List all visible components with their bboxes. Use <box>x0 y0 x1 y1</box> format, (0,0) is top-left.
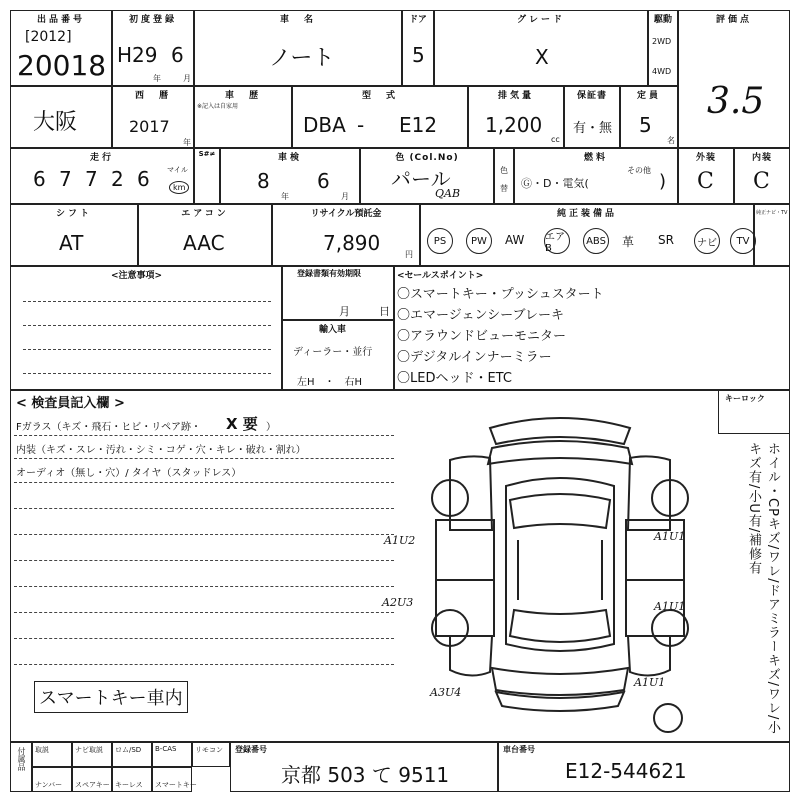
type-label: 型 式 <box>361 91 398 101</box>
first-reg-era: H29 <box>117 43 158 67</box>
location-value: 大阪 <box>33 110 78 135</box>
vertical-note: ホイル・CPキズ/ワレ/ドアミラーキズ/ワレ/小キズ有/小U有/補修有 <box>746 442 780 735</box>
plate-label: 登録番号 <box>235 745 267 754</box>
docs-month: 月 <box>339 305 350 318</box>
color-swap-label-2: 替 <box>500 184 508 193</box>
exterior-label: 外装 <box>695 153 716 163</box>
footer-equip-top-label-5: リモコン <box>195 746 223 754</box>
model-year-cell <box>112 86 194 148</box>
ac-value: AAC <box>183 231 225 255</box>
grade-label: グレード <box>516 15 565 25</box>
recycle-cell <box>272 204 420 266</box>
type-cell <box>292 86 468 148</box>
chassis-label: 車台番号 <box>503 745 535 754</box>
grade-cell <box>434 10 648 86</box>
warranty-label: 保証書 <box>576 91 607 101</box>
inspector-line-9 <box>14 638 394 639</box>
chassis-value: E12-544621 <box>565 759 687 783</box>
footer-equip-top-label-1: 取説 <box>35 746 49 754</box>
sales-point-3: 〇アラウンドビューモニター <box>397 329 567 344</box>
shaken-month: 6 <box>317 169 330 193</box>
equipment-item-8: ナビ <box>694 228 720 254</box>
model-value: ノート <box>269 46 335 71</box>
windshield-mark: X 要 <box>226 415 258 433</box>
color-cell <box>360 148 494 204</box>
shaken-month-unit: 月 <box>341 192 349 201</box>
docs-day: 日 <box>379 305 390 318</box>
mileage-cell <box>10 148 194 204</box>
equipment-item-9: TV <box>730 228 756 254</box>
plate-cell <box>230 742 498 792</box>
footer-equip-top-4 <box>152 742 192 767</box>
doors-cell <box>402 10 434 86</box>
equipment-item-1: PS <box>427 228 453 254</box>
shaken-cell <box>220 148 360 204</box>
inspector-line-7 <box>14 586 394 587</box>
drive-label: 駆動 <box>653 15 672 25</box>
keylock-label: キーロック <box>725 394 765 403</box>
sales-label: <セールスポイント> <box>397 271 484 281</box>
drive-cell <box>648 10 678 86</box>
sales-point-1: 〇スマートキー・プッシュスタート <box>397 287 604 302</box>
car-rear-window <box>510 610 610 642</box>
import-label: 輸入車 <box>319 325 347 335</box>
lot-label: 出品番号 <box>36 15 85 25</box>
plate-value: 京都 503 て 9511 <box>281 763 450 787</box>
sales-cell <box>394 266 790 390</box>
shaken-year-unit: 年 <box>281 192 289 201</box>
equipment-item-7: SR <box>658 233 674 247</box>
fuel-options: Ⓖ・D・電気( <box>521 177 589 190</box>
inspector-title: < 検査員記入欄 > <box>16 396 125 411</box>
interior-line: 内装（キズ・スレ・汚れ・シミ・コゲ・穴・キレ・破れ・割れ） <box>16 445 306 456</box>
first-reg-month-unit: 月 <box>183 74 191 83</box>
damage-mark-2: A1U1 <box>654 530 686 543</box>
history-cell <box>194 86 292 148</box>
windshield-line: Fガラス（キズ・飛石・ヒビ・リペア跡・ <box>16 422 202 433</box>
lot-year: [2012] <box>25 29 72 45</box>
windshield-close: ） <box>266 422 276 433</box>
keylock-cell <box>718 390 790 434</box>
car-body-left-rear <box>450 636 492 676</box>
type-prefix: DBA <box>303 113 346 137</box>
extra-label: 純正ナビ・TV <box>756 210 788 216</box>
color-label: 色 (Col.No) <box>395 153 459 163</box>
damage-mark-3: A2U3 <box>382 596 414 609</box>
location-cell <box>10 86 112 148</box>
mileage-unit-mile: マイル <box>167 166 188 174</box>
mileage-unit-km: km <box>169 181 189 194</box>
mileage-digit-1: 6 <box>33 167 46 191</box>
footer-equip-bottom-4 <box>152 767 197 792</box>
inspector-line-3 <box>14 482 394 483</box>
warranty-cell <box>564 86 620 148</box>
mileage-digit-5: 6 <box>137 167 150 191</box>
car-body-right <box>628 456 670 530</box>
import-cell <box>282 320 394 390</box>
notes-line-1 <box>23 301 271 302</box>
footer-equip-bottom-3 <box>112 767 152 792</box>
docs-label: 登録書類有効期限 <box>297 269 361 278</box>
s-cell <box>194 148 220 204</box>
mileage-label: 走行 <box>89 153 114 163</box>
notes-line-4 <box>23 373 271 374</box>
footer-equip-bottom-label-4: スマートキー <box>155 781 197 789</box>
damage-mark-6: A1U1 <box>634 676 666 689</box>
fuel-label: 燃料 <box>583 153 608 163</box>
warranty-value: 有・無 <box>573 121 613 136</box>
color-code: QAB <box>435 187 461 200</box>
history-label: 車 歴 <box>224 91 261 101</box>
ac-label: エアコン <box>181 209 229 219</box>
capacity-cell <box>620 86 678 148</box>
model-cell <box>194 10 402 86</box>
car-trunk <box>492 668 628 695</box>
equipment-item-6: 革 <box>622 235 635 249</box>
exterior-value: C <box>697 169 714 194</box>
recycle-value: 7,890 <box>323 231 381 255</box>
displacement-value: 1,200 <box>485 113 543 137</box>
inspector-line-2 <box>14 458 394 459</box>
footer-equip-top-3 <box>112 742 152 767</box>
fuel-cell <box>514 148 678 204</box>
type-dash: - <box>357 113 365 137</box>
footer-equip-bottom-label-1: ナンバー <box>35 781 63 789</box>
capacity-label: 定員 <box>636 91 661 101</box>
capacity-unit: 名 <box>667 136 675 145</box>
score-label: 評価点 <box>715 15 752 25</box>
inspector-line-5 <box>14 534 394 535</box>
equipment-item-2: PW <box>466 228 492 254</box>
chassis-cell <box>498 742 790 792</box>
footer-equip-bottom-2 <box>72 767 112 792</box>
grade-value: X <box>535 45 549 69</box>
color-swap-label-1: 色 <box>500 166 508 175</box>
mileage-digit-2: 7 <box>59 167 72 191</box>
footer-side-label: 付属品 <box>17 747 26 771</box>
first-reg-cell <box>112 10 194 86</box>
notes-cell <box>10 266 282 390</box>
recycle-label: リサイクル預託金 <box>310 209 382 219</box>
extra-cell <box>754 204 790 266</box>
notes-line-2 <box>23 325 271 326</box>
footer-equip-top-label-4: B-CAS <box>155 745 177 753</box>
fuel-other: その他 <box>627 166 651 175</box>
color-swap-cell <box>494 148 514 204</box>
model-label: 車 名 <box>279 15 316 25</box>
interior-cell <box>734 148 790 204</box>
car-roof <box>506 478 614 651</box>
footer-equip-top-label-2: ナビ取説 <box>75 746 103 754</box>
shaken-year: 8 <box>257 169 270 193</box>
displacement-unit: cc <box>551 135 560 144</box>
equipment-item-4: エアB <box>544 228 570 254</box>
inspector-line-1 <box>14 435 394 436</box>
notes-label: <注意事項> <box>111 271 163 281</box>
equipment-label: 純正装備品 <box>556 209 617 219</box>
mileage-digit-3: 7 <box>85 167 98 191</box>
footer-equip-bottom-label-3: キーレス <box>115 781 143 789</box>
car-hood-outline <box>488 441 632 464</box>
damage-mark-5: A3U4 <box>430 686 462 699</box>
handle-value: 左H ・ 右H <box>297 377 363 388</box>
displacement-label: 排気量 <box>497 91 534 101</box>
displacement-cell <box>468 86 564 148</box>
sales-point-4: 〇デジタルインナーミラー <box>397 350 552 365</box>
first-reg-year-unit: 年 <box>153 74 161 83</box>
history-note: ※記入は自家用 <box>197 103 239 110</box>
car-windshield <box>510 494 610 528</box>
footer-equip-top-label-3: ロム/SD <box>115 746 142 754</box>
fuel-close: ) <box>659 171 667 192</box>
recycle-unit: 円 <box>405 250 413 259</box>
damage-mark-1: A1U2 <box>384 534 416 547</box>
lot-number: 20018 <box>17 49 107 82</box>
footer-equip-top-1 <box>32 742 72 767</box>
drive-4wd: 4WD <box>652 67 672 76</box>
shaken-label: 車検 <box>277 153 302 163</box>
car-door-left-rear <box>436 580 494 636</box>
drive-2wd: 2WD <box>652 37 672 46</box>
footer-side-cell <box>10 742 32 792</box>
doors-value: 5 <box>412 43 425 67</box>
exterior-cell <box>678 148 734 204</box>
sales-point-5: 〇LEDヘッド・ETC <box>397 371 512 386</box>
interior-value: C <box>753 169 770 194</box>
inspector-line-8 <box>14 612 394 613</box>
ac-cell <box>138 204 272 266</box>
shift-label: シフト <box>55 209 92 219</box>
first-reg-label: 初度登録 <box>128 15 177 25</box>
sales-point-2: 〇エマージェンシーブレーキ <box>397 308 564 323</box>
score-cell <box>678 10 790 148</box>
mileage-digit-4: 2 <box>111 167 124 191</box>
equipment-item-5: ABS <box>583 228 609 254</box>
s-label: S#≠ <box>198 150 216 158</box>
equipment-item-3: AW <box>505 233 525 247</box>
inspector-line-4 <box>14 508 394 509</box>
color-value: パール <box>391 167 451 191</box>
audio-line: オーディオ（無し・穴）/ タイヤ（スタッドレス） <box>16 468 242 479</box>
notes-line-3 <box>23 349 271 350</box>
score-value: 3.5 <box>707 81 765 122</box>
damage-mark-4: A1U1 <box>654 600 686 613</box>
shift-value: AT <box>59 231 84 255</box>
docs-cell <box>282 266 394 320</box>
footer-equip-bottom-1 <box>32 767 72 792</box>
model-year-label: 西 暦 <box>134 91 171 101</box>
import-value: ディーラー・並行 <box>293 347 373 358</box>
car-body-right-rear <box>628 636 670 676</box>
car-body-left <box>450 456 492 530</box>
handwritten-note: スマートキー車内 <box>34 681 188 713</box>
inspector-line-6 <box>14 560 394 561</box>
spare-tire <box>654 704 682 732</box>
model-year-unit: 年 <box>183 138 191 147</box>
footer-equip-top-2 <box>72 742 112 767</box>
footer-equip-top-5 <box>192 742 230 767</box>
capacity-value: 5 <box>639 113 652 137</box>
shift-cell <box>10 204 138 266</box>
interior-label: 内装 <box>751 153 772 163</box>
type-code: E12 <box>399 113 438 137</box>
footer-equip-bottom-label-2: スペアキー <box>75 781 110 789</box>
inspector-line-10 <box>14 664 394 665</box>
doors-label: ドア <box>409 15 427 25</box>
lot-cell <box>10 10 112 86</box>
first-reg-month: 6 <box>171 43 184 67</box>
model-year-value: 2017 <box>129 117 170 136</box>
